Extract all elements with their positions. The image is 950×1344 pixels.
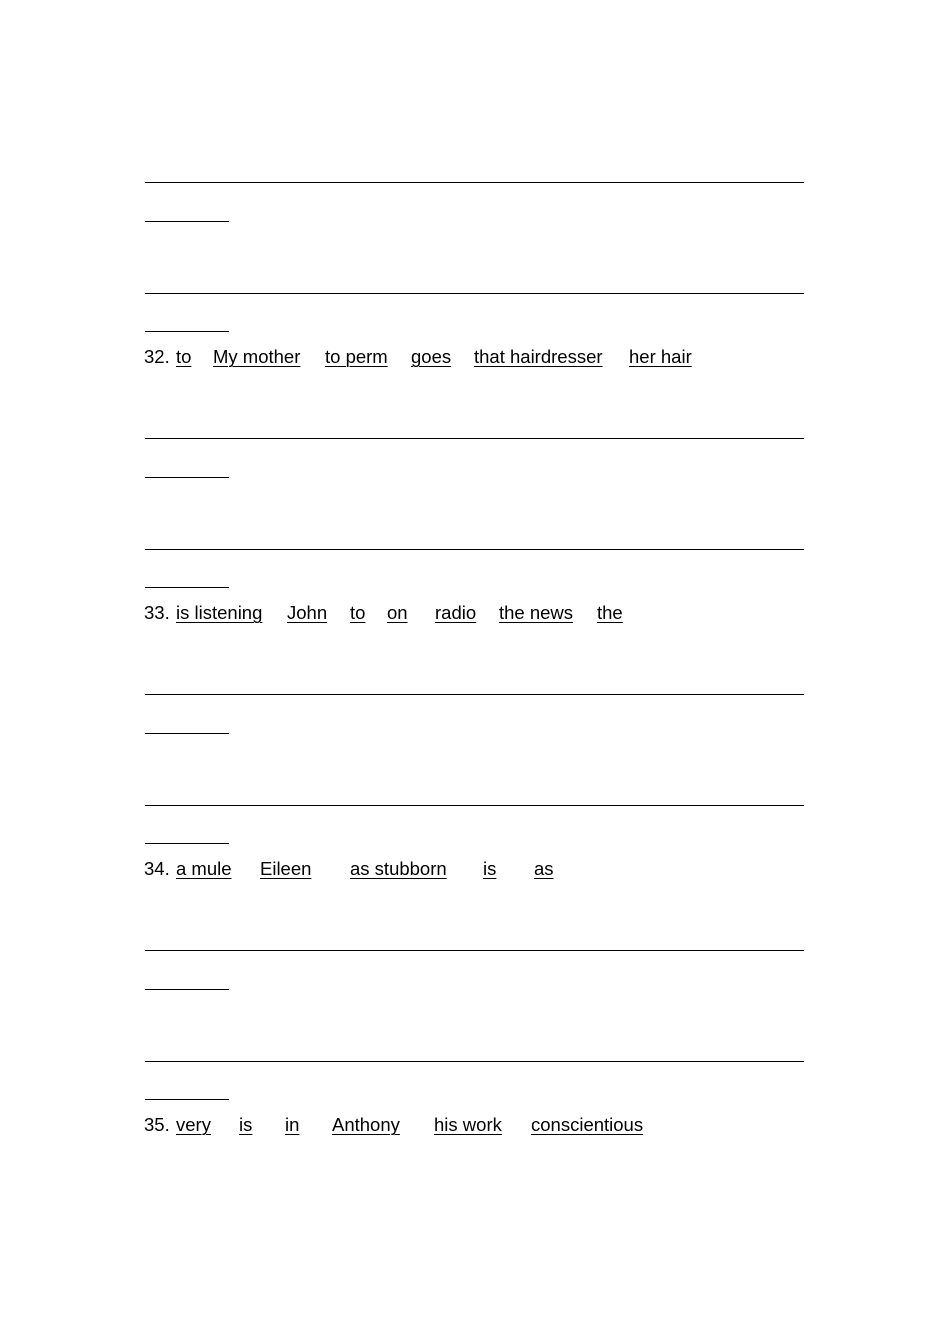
word-chunk: a mule: [176, 858, 232, 879]
word-chunk: is: [483, 858, 497, 879]
answer-line: [145, 950, 804, 951]
word-chunk: is: [239, 1114, 253, 1135]
answer-line-continuation: [145, 331, 229, 332]
word-chunk: her hair: [629, 346, 692, 367]
answer-line-continuation: [145, 733, 229, 734]
word-chunk: that hairdresser: [474, 346, 603, 367]
question-number: 33.: [144, 602, 170, 623]
word-chunk: the: [597, 602, 623, 623]
answer-line: [145, 1061, 804, 1062]
word-chunk: radio: [435, 602, 477, 623]
word-chunk: to: [350, 602, 366, 623]
answer-line: [145, 293, 804, 294]
word-chunk: in: [285, 1114, 300, 1135]
question-number: 35.: [144, 1114, 170, 1135]
word-chunk: My mother: [213, 346, 301, 367]
word-chunk: very: [176, 1114, 211, 1135]
word-chunk: conscientious: [531, 1114, 644, 1135]
question-number: 32.: [144, 346, 170, 367]
word-chunk: on: [387, 602, 408, 623]
answer-line-continuation: [145, 587, 229, 588]
answer-line: [145, 549, 804, 550]
word-chunk: as: [534, 858, 554, 879]
question-number: 34.: [144, 858, 170, 879]
word-chunk: his work: [434, 1114, 502, 1135]
word-chunk: to: [176, 346, 192, 367]
word-chunk: goes: [411, 346, 452, 367]
answer-line: [145, 182, 804, 183]
word-chunk: John: [287, 602, 328, 623]
answer-line-continuation: [145, 477, 229, 478]
word-chunk: Anthony: [332, 1114, 400, 1135]
answer-line-continuation: [145, 221, 229, 222]
word-chunk: as stubborn: [350, 858, 447, 879]
answer-line: [145, 805, 804, 806]
answer-line-continuation: [145, 1099, 229, 1100]
answer-line: [145, 438, 804, 439]
answer-line-continuation: [145, 843, 229, 844]
word-chunk: to perm: [325, 346, 388, 367]
answer-line-continuation: [145, 989, 229, 990]
word-chunk: is listening: [176, 602, 263, 623]
answer-line: [145, 694, 804, 695]
word-chunk: the news: [499, 602, 574, 623]
word-chunk: Eileen: [260, 858, 312, 879]
